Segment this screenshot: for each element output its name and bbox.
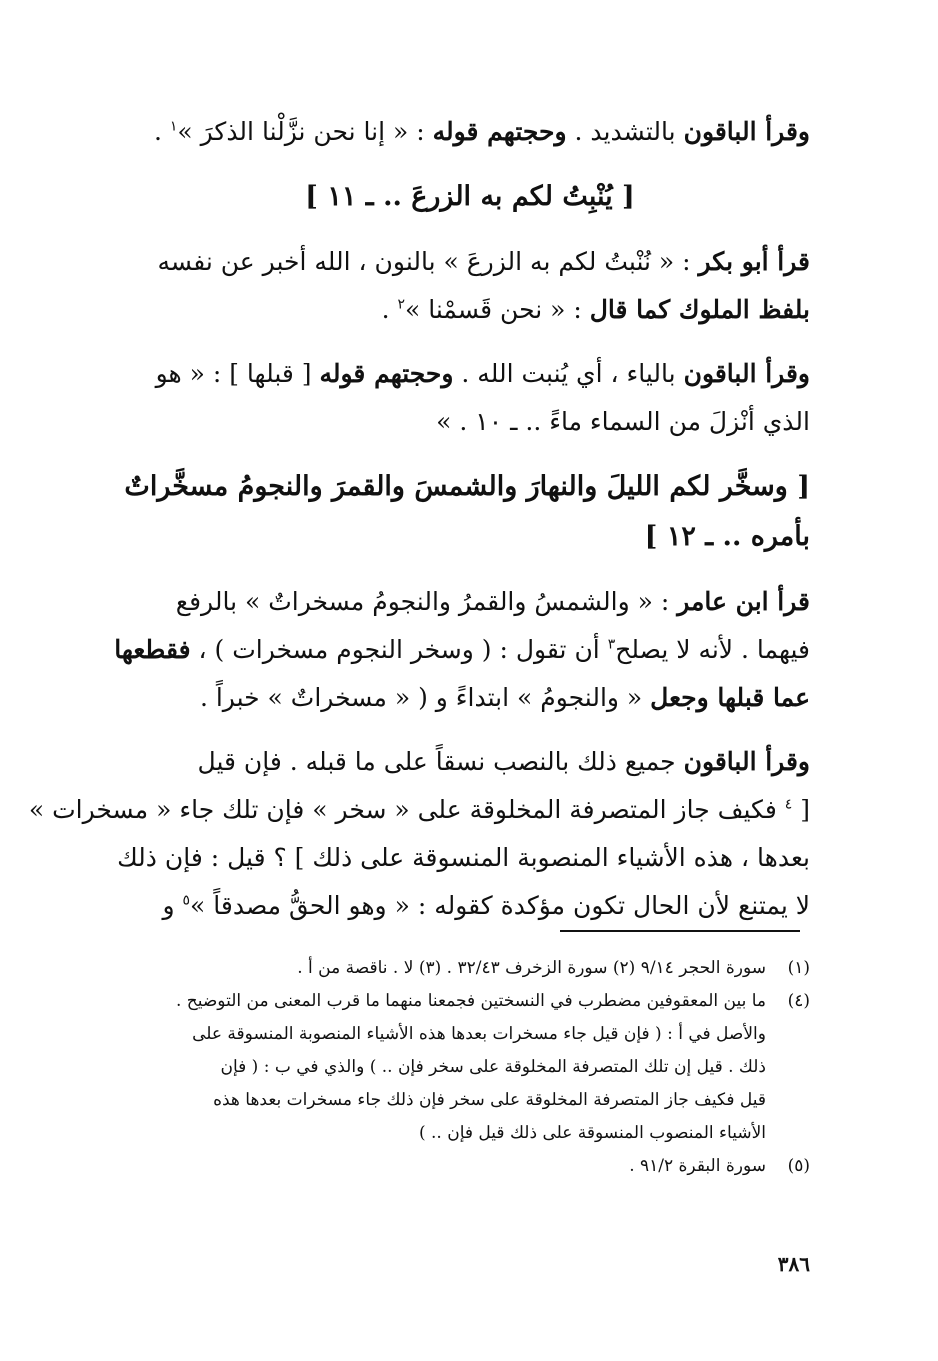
reader-label: وقرأ الباقون bbox=[683, 117, 810, 146]
footnote-marker-2: ٢ bbox=[397, 296, 405, 313]
text-segment: « والنجومُ » ابتداءً و ( « مسخراتٌ » خبراً . bbox=[199, 683, 651, 712]
footnote-number: (٤) bbox=[787, 991, 810, 1011]
emphasis-segment: عما قبلها وجعل bbox=[650, 683, 810, 712]
paragraph-4 bbox=[114, 578, 810, 722]
footnote-5 bbox=[130, 1150, 810, 1183]
text-segment: . bbox=[381, 295, 398, 324]
text-segment: : « والشمسُ والقمرُ والنجومُ مسخراتٌ » بالرفع bbox=[175, 587, 678, 616]
verse-heading-2 bbox=[124, 462, 810, 562]
footnotes bbox=[130, 952, 810, 1183]
verse-heading-2-line-2: بأمره .. ـ ١٢ ] bbox=[644, 521, 810, 552]
paragraph-5 bbox=[28, 738, 810, 930]
paragraph-1 bbox=[130, 108, 810, 156]
emphasis-segment: فقطعها bbox=[114, 635, 191, 664]
text-segment: بالياء ، أي يُنبت الله . bbox=[453, 359, 684, 388]
paragraph-4-line-1 bbox=[130, 578, 810, 626]
emphasis-segment: بلفظ الملوك كما قال bbox=[589, 295, 810, 324]
verse-heading-1: [ يُنْبِتُ لكم به الزرعَ .. ـ ١١ ] bbox=[305, 181, 635, 212]
paragraph-1-line-1 bbox=[130, 108, 810, 156]
footnote-separator bbox=[560, 930, 800, 932]
verse-heading-2-line-1: [ وسخَّر لكم الليلَ والنهارَ والشمسَ والقمرَ والنجومُ مسخَّراتٌ bbox=[124, 471, 810, 502]
paragraph-2 bbox=[130, 238, 810, 334]
reader-label: وقرأ الباقون bbox=[683, 747, 810, 776]
reader-label: قرأ ابن عامر bbox=[677, 587, 810, 616]
footnote-text: سورة الحجر ٩/١٤ (٢) سورة الزخرف ٣٢/٤٣ . (٣) لا . ناقصة من أ . bbox=[297, 958, 766, 978]
text-segment: جميع ذلك بالنصب نسقاً على ما قبله . فإن قيل bbox=[197, 747, 684, 776]
footnote-text bbox=[130, 985, 766, 1150]
reader-label: وقرأ الباقون bbox=[683, 359, 810, 388]
paragraph-5-line-2 bbox=[28, 786, 810, 834]
footnote-number: (٥) bbox=[787, 1156, 810, 1176]
paragraph-3-line-2: الذي أنْزلَ من السماء ماءً .. ـ ١٠ . » bbox=[436, 407, 810, 436]
text-segment: لا يمتنع لأن الحال تكون مؤكدة كقوله : « وهو الحقُّ مصدقاً » bbox=[190, 891, 810, 920]
text-segment: بالتشديد . bbox=[566, 117, 684, 146]
paragraph-5-line-4 bbox=[130, 882, 810, 930]
text-segment: فكيف جاز المتصرفة المخلوقة على « سخر » فإن تلك جاء « مسخرات » bbox=[28, 795, 785, 824]
footnote-4 bbox=[130, 985, 810, 1150]
text-segment: . bbox=[153, 117, 170, 146]
paragraph-5-line-3: بعدها ، هذه الأشياء المنصوبة المنسوقة على ذلك ] ؟ قيل : فإن ذلك bbox=[117, 843, 810, 872]
footnote-4-line-3: ذلك . قيل إن تلك المتصرفة المخلوقة على سخر فإن .. ) والذي في ب : ( فإن bbox=[220, 1057, 766, 1077]
text-segment: أن تقول : ( وسخر النجوم مسخرات ) ، bbox=[190, 635, 608, 664]
argument-label: وحجتهم قوله bbox=[319, 359, 454, 388]
paragraph-3-line-1 bbox=[130, 350, 810, 398]
quote-segment: : « نحن قَسمْنا » bbox=[405, 295, 590, 324]
paragraph-3 bbox=[130, 350, 810, 446]
footnote-marker-3: ٣ bbox=[607, 636, 616, 653]
footnote-marker-5: ٥ bbox=[182, 892, 191, 909]
text-segment: [ bbox=[792, 795, 810, 824]
reader-label: قرأ أبو بكر bbox=[698, 247, 810, 276]
text-segment: : « نُنْبتُ لكم به الزرعَ » بالنون ، الله أخبر عن نفسه bbox=[157, 247, 699, 276]
footnote-4-line-1: ما بين المعقوفين مضطرب في النسختين فجمعنا منهما ما قرب المعنى من التوضيح . bbox=[175, 991, 766, 1011]
footnote-number: (١) bbox=[787, 958, 810, 978]
quote-segment: : « إنا نحن نزَّلْنا الذكرَ » bbox=[177, 117, 433, 146]
paragraph-4-line-3 bbox=[130, 674, 810, 722]
footnote-marker-1: ١ bbox=[169, 118, 178, 135]
footnote-4-line-5: الأشياء المنصوب المنسوقة على ذلك قيل فإن .. ) bbox=[418, 1123, 766, 1143]
text-segment: و bbox=[162, 891, 183, 920]
footnote-1-3 bbox=[130, 952, 810, 985]
argument-label: وحجتهم قوله bbox=[432, 117, 567, 146]
paragraph-4-line-2 bbox=[114, 626, 810, 674]
page-number: ٣٨٦ bbox=[777, 1252, 810, 1276]
footnote-text: سورة البقرة ٩١/٢ . bbox=[629, 1156, 766, 1176]
page-body bbox=[28, 108, 810, 946]
footnote-4-line-4: قيل فكيف جاز المتصرفة المخلوقة على سخر فإن ذلك جاء مسخرات بعدها هذه bbox=[213, 1090, 766, 1110]
text-segment: [ قبلها ] : « هو bbox=[155, 359, 320, 388]
paragraph-2-line-2 bbox=[130, 286, 810, 334]
text-segment: فيهما . لأنه لا يصلح bbox=[615, 635, 810, 664]
footnote-4-line-2: والأصل في أ : ( فإن قيل جاء مسخرات بعدها هذه الأشياء المنصوبة المنسوقة على bbox=[192, 1024, 766, 1044]
paragraph-5-line-1 bbox=[130, 738, 810, 786]
footnote-marker-4: ٤ bbox=[784, 796, 793, 813]
paragraph-2-line-1 bbox=[130, 238, 810, 286]
